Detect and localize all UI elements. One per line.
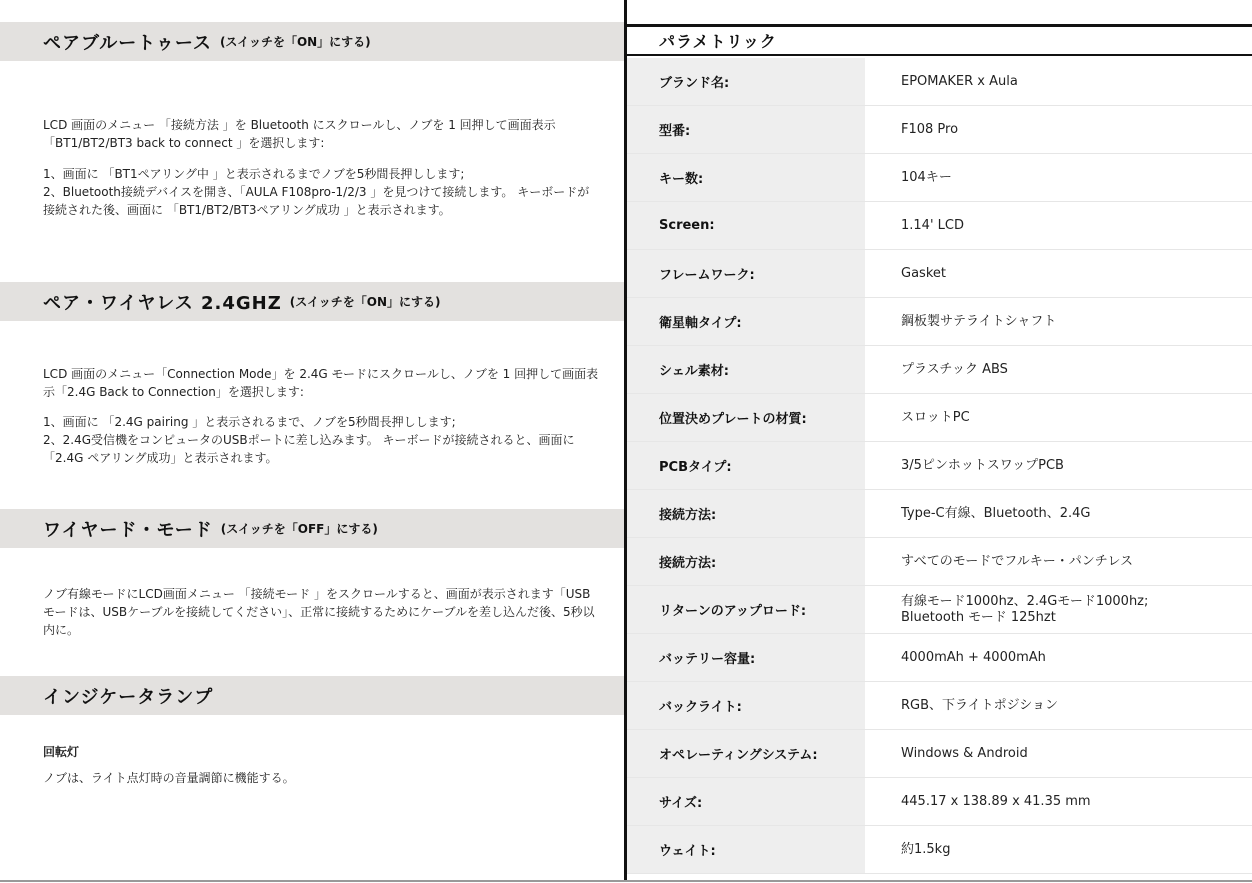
table-row — [627, 250, 1252, 298]
param-key: サイズ: — [627, 778, 865, 825]
param-key: Screen: — [627, 202, 865, 249]
param-value: 104キー — [901, 169, 952, 185]
param-key: 位置決めプレートの材質: — [627, 394, 865, 441]
section-title: ペアブルートゥース — [43, 32, 212, 54]
param-value: F108 Pro — [901, 121, 959, 137]
param-key: フレームワーク: — [627, 250, 865, 297]
param-key: 衛星軸タイプ: — [627, 298, 865, 345]
section-subtitle: 回転灯 — [43, 745, 80, 759]
section-paragraph: LCD 画面のメニュー 「接続方法 」を Bluetooth にスクロールし、ノブを 1 回押して画面表示「BT1/BT2/BT3 back to connect 」を選択します: — [43, 118, 556, 150]
param-value: 約1.5kg — [901, 841, 951, 857]
param-value: Windows & Android — [901, 745, 1028, 761]
param-value: 4000mAh + 4000mAh — [901, 649, 1046, 665]
table-row — [627, 586, 1252, 634]
section-title: ワイヤード・モード — [43, 519, 213, 541]
table-row — [627, 490, 1252, 538]
parameters-header — [627, 27, 1252, 54]
instructions-column — [0, 0, 624, 883]
param-key: リターンのアップロード: — [627, 586, 865, 633]
section-title: インジケータランプ — [43, 686, 214, 708]
parameters-panel — [627, 0, 1252, 881]
header-rule-bottom — [627, 54, 1252, 56]
param-key: PCBタイプ: — [627, 442, 865, 489]
param-key: シェル素材: — [627, 346, 865, 393]
table-row — [627, 106, 1252, 154]
table-row — [627, 634, 1252, 682]
param-key: 接続方法: — [627, 490, 865, 537]
section-note: (スイッチを「ON」にする) — [289, 295, 441, 309]
param-key: 接続方法: — [627, 538, 865, 585]
param-value: 鋼板製サテライトシャフト — [901, 313, 1057, 329]
section-note: (スイッチを「ON」にする) — [219, 35, 371, 49]
table-row — [627, 730, 1252, 778]
table-row — [627, 538, 1252, 586]
param-value: 1.14' LCD — [901, 217, 964, 233]
section-paragraph: ノブは、ライト点灯時の音量調節に機能する。 — [43, 771, 295, 785]
table-row — [627, 394, 1252, 442]
param-value: スロットPC — [901, 409, 970, 425]
section-header-wired — [0, 509, 624, 548]
parameters-title: パラメトリック — [659, 32, 777, 51]
section-steps: 1、画面に 「BT1ペアリング中 」と表示されるまでノブを5秒間長押しします; 2、Bluetooth接続デバイスを開き、「AULA F108pro-1/2/3 」を見つけて接続します。 キーボードが接続された後、画面に 「BT1/BT2/BT3ペアリング成功 」と表示されます。 — [43, 167, 590, 217]
param-key: キー数: — [627, 154, 865, 201]
section-note: (スイッチを「OFF」にする) — [220, 522, 378, 536]
param-key: 型番: — [627, 106, 865, 153]
table-row — [627, 298, 1252, 346]
table-row — [627, 778, 1252, 826]
section-paragraph: ノブ有線モードにLCD画面メニュー 「接続モード 」をスクロールすると、画面が表示されます「USBモードは、USBケーブルを接続してください」、正常に接続するためにケーブルを差し込んだ後、5秒以内に。 — [43, 587, 595, 637]
param-value: 3/5ピンホットスワップPCB — [901, 457, 1064, 473]
param-key: ウェイト: — [627, 826, 865, 873]
param-key: オペレーティングシステム: — [627, 730, 865, 777]
section-steps: 1、画面に 「2.4G pairing 」と表示されるまで、ノブを5秒間長押しします; 2、2.4G受信機をコンピュータのUSBポートに差し込みます。 キーボードが接続されると、画面に「2.4G ペアリング成功」と表示されます。 — [43, 415, 575, 465]
param-value: Type-C有線、Bluetooth、2.4G — [901, 505, 1091, 521]
table-row — [627, 826, 1252, 874]
param-value: EPOMAKER x Aula — [901, 73, 1018, 89]
section-title: ペア・ワイヤレス 2.4GHZ — [43, 292, 282, 314]
bottom-rule — [0, 880, 1252, 882]
parameters-table — [627, 58, 1252, 874]
param-value: すべてのモードでフルキー・パンチレス — [901, 553, 1134, 569]
param-key: ブランド名: — [627, 58, 865, 105]
table-row — [627, 442, 1252, 490]
table-row — [627, 202, 1252, 250]
section-header-indicator — [0, 676, 624, 715]
param-key: バックライト: — [627, 682, 865, 729]
table-row — [627, 154, 1252, 202]
table-row — [627, 58, 1252, 106]
section-header-bluetooth — [0, 22, 624, 61]
param-key: バッテリー容量: — [627, 634, 865, 681]
section-paragraph: LCD 画面のメニュー「Connection Mode」を 2.4G モードにスクロールし、ノブを 1 回押して画面表示「2.4G Back to Connection」を選択します: — [43, 367, 599, 399]
section-header-wireless — [0, 282, 624, 321]
table-row — [627, 346, 1252, 394]
param-value: 有線モード1000hz、2.4Gモード1000hz; Bluetooth モード 125hzt — [901, 593, 1149, 625]
param-value: プラスチック ABS — [901, 361, 1008, 377]
param-value: 445.17 x 138.89 x 41.35 mm — [901, 793, 1091, 809]
table-row — [627, 682, 1252, 730]
param-value: RGB、下ライトポジション — [901, 697, 1059, 713]
param-value: Gasket — [901, 265, 946, 281]
